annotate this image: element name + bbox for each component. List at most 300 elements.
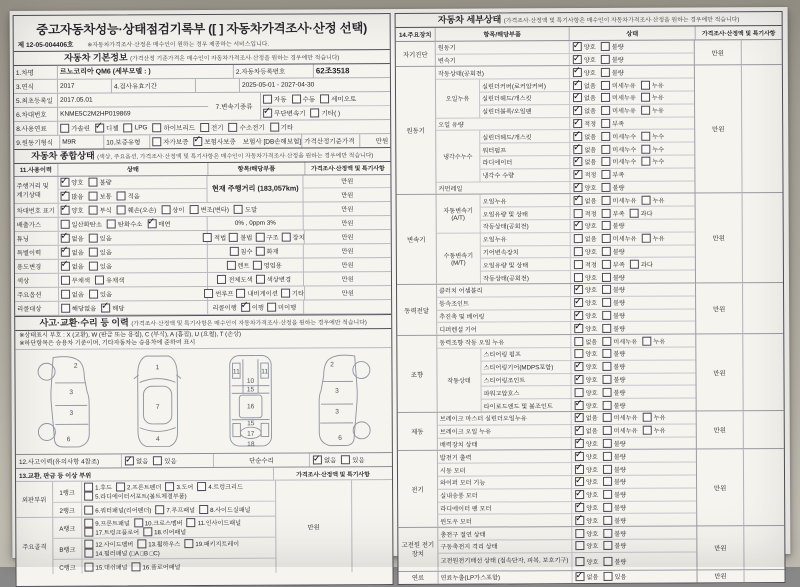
checkbox-7.루프패널[interactable] bbox=[155, 505, 164, 514]
overall-header-price: 가격조사·산정액 및 특기사항 bbox=[311, 166, 385, 173]
checkbox-적정[interactable] bbox=[573, 119, 582, 128]
checkbox-없음[interactable] bbox=[574, 337, 583, 346]
checkbox-양호[interactable] bbox=[575, 465, 584, 474]
option-불량 bbox=[602, 285, 625, 294]
checkbox-3.도어[interactable] bbox=[165, 482, 174, 491]
inspection-form-paper bbox=[10, 7, 791, 583]
usage-state bbox=[59, 273, 208, 287]
checkbox-탄화수소[interactable] bbox=[107, 219, 116, 228]
checkbox-양호[interactable] bbox=[60, 206, 69, 215]
checkbox-양호[interactable] bbox=[575, 557, 584, 566]
checkbox-미세누유[interactable] bbox=[603, 413, 612, 422]
document-number: 제 12-05-004406호 bbox=[17, 41, 74, 49]
option-양호 bbox=[575, 439, 598, 448]
checkbox-누유[interactable] bbox=[641, 106, 650, 115]
checkbox-양호[interactable] bbox=[573, 183, 582, 192]
option-label: 해당 bbox=[112, 305, 125, 313]
checkbox-없음[interactable] bbox=[573, 145, 582, 154]
option-label: 없음 bbox=[71, 249, 84, 257]
detail-row-스티어링 펌프 bbox=[481, 347, 695, 361]
checkbox-불량[interactable] bbox=[601, 42, 610, 51]
checkbox-디젤[interactable] bbox=[95, 123, 104, 132]
checkbox-누유[interactable] bbox=[641, 93, 650, 102]
option-과다 bbox=[630, 260, 653, 269]
detail-item-state bbox=[570, 168, 694, 180]
checkbox-자가보증[interactable] bbox=[152, 137, 161, 146]
checkbox-8.사이드실패널[interactable] bbox=[199, 505, 208, 514]
checkbox-10.크로스멤버[interactable] bbox=[134, 518, 143, 527]
detail-item-label: 작동상태(공회전) bbox=[481, 220, 571, 232]
usage-item bbox=[208, 258, 305, 272]
option-label: 영업용 bbox=[263, 262, 282, 270]
checkbox-미세누수[interactable] bbox=[601, 157, 610, 166]
detail-item-label: 스티어링 펌프 bbox=[481, 348, 571, 360]
checkbox-불량[interactable] bbox=[603, 557, 612, 566]
option-미세누수 bbox=[601, 144, 636, 153]
checkbox-13.휠하우스[interactable] bbox=[137, 539, 146, 548]
option-label: 훼손(오손) bbox=[127, 207, 157, 215]
checkbox-누수[interactable] bbox=[641, 132, 650, 141]
svg-text:3: 3 bbox=[334, 387, 339, 395]
checkbox-불량[interactable] bbox=[602, 375, 611, 384]
transmission-options-line2 bbox=[261, 106, 390, 120]
detail-price-blank bbox=[741, 40, 782, 65]
checkbox-불량[interactable] bbox=[602, 273, 611, 282]
checkbox-5.라디에이터서포트(볼트체결부품)[interactable] bbox=[84, 492, 93, 501]
checkbox-미세누수[interactable] bbox=[601, 145, 610, 154]
usage-state bbox=[59, 245, 208, 259]
checkbox-2.프론트펜더[interactable] bbox=[116, 483, 125, 492]
detail-group-전기 bbox=[398, 449, 784, 528]
detail-row-냉각수 수량 bbox=[480, 168, 694, 181]
checkbox-있음[interactable] bbox=[89, 233, 98, 242]
option-label: 기타 bbox=[291, 290, 305, 298]
checkbox-불량[interactable] bbox=[601, 68, 610, 77]
option-훼손(오손) bbox=[117, 205, 157, 214]
checkbox-없음[interactable] bbox=[574, 196, 583, 205]
option-미세누유 bbox=[602, 234, 637, 243]
checkbox-없음[interactable] bbox=[573, 132, 582, 141]
option-양호 bbox=[575, 388, 598, 397]
checkbox-전체도색[interactable] bbox=[217, 275, 226, 284]
checkbox-기타[interactable] bbox=[281, 288, 290, 297]
checkbox-도말[interactable] bbox=[234, 205, 243, 214]
checkbox-해당[interactable] bbox=[101, 303, 110, 312]
checkbox-미세누유[interactable] bbox=[602, 196, 611, 205]
checkbox-양호[interactable] bbox=[574, 285, 583, 294]
option-불량 bbox=[603, 503, 626, 512]
option-19.패키지트레이 bbox=[184, 539, 239, 548]
checkbox-영업용[interactable] bbox=[253, 261, 262, 270]
checkbox-1.후드[interactable] bbox=[84, 483, 93, 492]
option-없음 bbox=[573, 106, 596, 115]
checkbox-누유[interactable] bbox=[643, 413, 652, 422]
checkbox-16.플로어패널[interactable] bbox=[131, 562, 140, 571]
option-label: 없음 bbox=[71, 291, 84, 299]
checkbox-있음[interactable] bbox=[341, 455, 350, 464]
checkbox-불량[interactable] bbox=[603, 452, 612, 461]
checkbox-이행[interactable] bbox=[241, 303, 250, 312]
option-label: 불량 bbox=[613, 453, 626, 461]
option-불법 bbox=[229, 233, 252, 242]
checkbox-6.쿼터패널(리어펜더)[interactable] bbox=[84, 505, 93, 514]
option-label: 불량 bbox=[614, 543, 627, 551]
checkbox-없음[interactable] bbox=[576, 572, 585, 581]
checkbox-미세누수[interactable] bbox=[601, 132, 610, 141]
checkbox-양호[interactable] bbox=[575, 439, 584, 448]
option-label: 없음 bbox=[585, 415, 598, 423]
option-있음 bbox=[89, 233, 112, 242]
checkbox-18.리어패널[interactable] bbox=[143, 527, 152, 536]
rank-label: B랭크 bbox=[53, 539, 82, 559]
detail-item-label: 동력조향 작동 오일 누유 bbox=[437, 335, 571, 347]
option-양호 bbox=[574, 362, 597, 371]
checkbox-불량[interactable] bbox=[603, 541, 612, 550]
option-label: 보통 bbox=[99, 193, 112, 201]
detail-price-blank bbox=[743, 411, 784, 449]
checkbox-렌트[interactable] bbox=[226, 261, 235, 270]
svg-text:2: 2 bbox=[329, 361, 334, 369]
checkbox-불량[interactable] bbox=[602, 285, 611, 294]
checkbox-미세누유[interactable] bbox=[602, 234, 611, 243]
checkbox-색상변경[interactable] bbox=[256, 274, 265, 283]
option-label: 미세누유 bbox=[611, 82, 636, 90]
checkbox-없음[interactable] bbox=[61, 248, 70, 257]
detail-item-state bbox=[571, 322, 695, 334]
option-침수 bbox=[229, 247, 252, 256]
checkbox-보통[interactable] bbox=[88, 191, 97, 200]
option-내비게이션 bbox=[236, 288, 277, 297]
rank-items bbox=[82, 481, 275, 502]
checkbox-양호[interactable] bbox=[574, 311, 583, 320]
checkbox-부족[interactable] bbox=[602, 260, 611, 269]
checkbox-누수[interactable] bbox=[641, 157, 650, 166]
checkbox-구조[interactable] bbox=[255, 232, 264, 241]
checkbox-누유[interactable] bbox=[641, 80, 650, 89]
option-label: 있음 bbox=[352, 457, 365, 465]
checkbox-없음[interactable] bbox=[313, 456, 322, 465]
checkbox-불량[interactable] bbox=[603, 528, 612, 537]
option-label: 화재 bbox=[266, 248, 279, 256]
option-label: 불량 bbox=[613, 364, 626, 372]
checkbox-누유[interactable] bbox=[643, 426, 652, 435]
option-label: 전체도색 bbox=[228, 276, 253, 284]
checkbox-누수[interactable] bbox=[641, 144, 650, 153]
checkbox-불량[interactable] bbox=[603, 516, 612, 525]
checkbox-가솔린[interactable] bbox=[60, 124, 69, 133]
detail-row-실린더헤드/개스킷 bbox=[480, 92, 694, 106]
usage-state bbox=[59, 287, 208, 301]
checkbox-양호[interactable] bbox=[575, 401, 584, 410]
fuel-options bbox=[58, 120, 390, 135]
detail-item-label: 추진축 및 베어링 bbox=[437, 310, 571, 322]
checkbox-부족[interactable] bbox=[601, 119, 610, 128]
detail-row-커먼레일 bbox=[436, 181, 694, 194]
option-불량 bbox=[603, 528, 626, 537]
checkbox-미이행[interactable] bbox=[267, 302, 276, 311]
option-누유 bbox=[641, 93, 664, 102]
checkbox-양호[interactable] bbox=[573, 42, 582, 51]
checkbox-없음[interactable] bbox=[575, 426, 584, 435]
checkbox-없음[interactable] bbox=[60, 234, 69, 243]
checkbox-양호[interactable] bbox=[574, 298, 583, 307]
rank-label: 2랭크 bbox=[53, 503, 82, 517]
checkbox-불량[interactable] bbox=[602, 311, 611, 320]
option-label: 양호 bbox=[585, 440, 598, 449]
panel-rank-row-C랭크 bbox=[53, 559, 275, 574]
usage-label: 특별이력 bbox=[15, 246, 59, 259]
option-label: 5.라디에이터서포트(볼트체결부품) bbox=[95, 493, 187, 501]
checkbox-9.프론트패널[interactable] bbox=[84, 519, 93, 528]
option-2.프론트펜더 bbox=[116, 482, 162, 491]
option-보통 bbox=[88, 191, 111, 200]
checkbox-과다[interactable] bbox=[630, 260, 639, 269]
option-label: 불량 bbox=[612, 274, 625, 282]
option-양호 bbox=[575, 477, 598, 486]
checkbox-양호[interactable] bbox=[575, 529, 584, 538]
checkbox-불량[interactable] bbox=[603, 400, 612, 409]
current-mileage: 현재 주행거리 (183,057km) bbox=[207, 175, 304, 202]
checkbox-무채색[interactable] bbox=[61, 276, 70, 285]
warranty-insurer: 보험사 [DB손해보험] bbox=[242, 138, 302, 146]
checkbox-불량[interactable] bbox=[603, 464, 612, 473]
usage-item bbox=[208, 244, 305, 258]
option-label: 미세누수 bbox=[612, 133, 637, 141]
checkbox-적정[interactable] bbox=[574, 260, 583, 269]
checkbox-훼손(오손)[interactable] bbox=[117, 205, 126, 214]
checkbox-양호[interactable] bbox=[60, 178, 69, 187]
detail-item-label: 연료누출(LP가스포함) bbox=[439, 571, 573, 583]
option-label: 누유 bbox=[651, 95, 664, 103]
checkbox-불량[interactable] bbox=[602, 362, 611, 371]
detail-item-state bbox=[572, 463, 696, 475]
checkbox-11.인사이드패널[interactable] bbox=[187, 518, 196, 527]
checkbox-LPG[interactable] bbox=[124, 123, 133, 132]
checkbox-일산화탄소[interactable] bbox=[60, 220, 69, 229]
checkbox-양호[interactable] bbox=[575, 503, 584, 512]
checkbox-화재[interactable] bbox=[256, 246, 265, 255]
checkbox-양호[interactable] bbox=[574, 221, 583, 230]
checkbox-과다[interactable] bbox=[630, 208, 639, 217]
checkbox-없음[interactable] bbox=[575, 413, 584, 422]
panel-group-label: 주요골격 bbox=[16, 518, 53, 574]
checkbox-세미오토[interactable] bbox=[320, 94, 329, 103]
checkbox-불량[interactable] bbox=[602, 298, 611, 307]
checkbox-불량[interactable] bbox=[601, 183, 610, 192]
checkbox-전기[interactable] bbox=[200, 123, 209, 132]
checkbox-불량[interactable] bbox=[602, 221, 611, 230]
checkbox-양호[interactable] bbox=[574, 324, 583, 333]
checkbox-미세누유[interactable] bbox=[601, 106, 610, 115]
checkbox-해당없음[interactable] bbox=[61, 304, 70, 313]
rank-label: C랭크 bbox=[53, 560, 82, 574]
detail-item-state bbox=[570, 104, 694, 116]
checkbox-적정[interactable] bbox=[573, 170, 582, 179]
option-label: 자동 bbox=[274, 96, 287, 104]
option-8.사이드실패널 bbox=[199, 504, 250, 513]
checkbox-내비게이션[interactable] bbox=[236, 289, 245, 298]
checkbox-불량[interactable] bbox=[602, 247, 611, 256]
checkbox-양호[interactable] bbox=[574, 273, 583, 282]
field-label-fuel: 8.사용연료 bbox=[14, 122, 58, 135]
checkbox-양호[interactable] bbox=[574, 362, 583, 371]
checkbox-미세누유[interactable] bbox=[601, 93, 610, 102]
checkbox-적정[interactable] bbox=[574, 209, 583, 218]
checkbox-양호[interactable] bbox=[575, 388, 584, 397]
detail-item-state bbox=[572, 552, 696, 570]
checkbox-양호[interactable] bbox=[574, 247, 583, 256]
checkbox-17.트렁크플로어[interactable] bbox=[84, 528, 93, 537]
option-label: 누수 bbox=[652, 146, 665, 154]
checkbox-양호[interactable] bbox=[574, 375, 583, 384]
detail-item-label: 등속조인트 bbox=[437, 297, 571, 309]
checkbox-부족[interactable] bbox=[601, 170, 610, 179]
checkbox-양호[interactable] bbox=[575, 541, 584, 550]
checkbox-4.트렁크리드[interactable] bbox=[197, 482, 206, 491]
option-매연 bbox=[147, 219, 170, 228]
checkbox-14.필러패널 (□A □B □C)[interactable] bbox=[84, 549, 93, 558]
detail-row-연료누출(LP가스포함) bbox=[439, 570, 697, 583]
option-없음 bbox=[61, 289, 84, 298]
option-label: 양호 bbox=[584, 223, 597, 231]
checkbox-기타[interactable] bbox=[270, 123, 279, 132]
option-하이브리드 bbox=[153, 123, 195, 132]
option-양호 bbox=[573, 55, 596, 64]
checkbox-불량[interactable] bbox=[603, 477, 612, 486]
checkbox-미세누유[interactable] bbox=[603, 426, 612, 435]
checkbox-불량[interactable] bbox=[603, 439, 612, 448]
checkbox-불량[interactable] bbox=[601, 55, 610, 64]
option-label: 양호 bbox=[585, 287, 598, 295]
option-label: 이행 bbox=[251, 304, 264, 312]
option-일산화탄소 bbox=[60, 219, 101, 228]
field-label-engine: 9.원동기형식 bbox=[14, 136, 60, 149]
checkbox-부식[interactable] bbox=[89, 205, 98, 214]
checkbox-썬루프[interactable] bbox=[204, 289, 213, 298]
checkbox-무단변속기[interactable] bbox=[263, 109, 272, 118]
checkbox-하이브리드[interactable] bbox=[153, 123, 162, 132]
checkbox-장치[interactable] bbox=[282, 232, 291, 241]
checkbox-없음[interactable] bbox=[573, 157, 582, 166]
checkbox-양호[interactable] bbox=[575, 490, 584, 499]
checkbox-없음[interactable] bbox=[573, 81, 582, 90]
option-적정 bbox=[573, 119, 596, 128]
option-누유 bbox=[643, 426, 666, 435]
checkbox-보험사보증[interactable] bbox=[193, 137, 202, 146]
overall-header-usage: 11.사용이력 bbox=[14, 164, 58, 176]
checkbox-있음[interactable] bbox=[89, 289, 98, 298]
checkbox-있음[interactable] bbox=[603, 572, 612, 581]
option-label: 부족 bbox=[612, 120, 625, 128]
panel-group-주요골격 bbox=[16, 517, 275, 574]
checkbox-불량[interactable] bbox=[603, 388, 612, 397]
option-label: 썬루프 bbox=[215, 290, 234, 298]
option-양호 bbox=[574, 349, 597, 358]
checkbox-적법[interactable] bbox=[203, 233, 212, 242]
option-label: 부족 bbox=[612, 261, 625, 269]
detail-subgroup-label: 냉각수누수 bbox=[436, 131, 480, 181]
usage-state bbox=[58, 217, 207, 231]
detail-row-실린더커버(로커암커버) bbox=[480, 79, 694, 93]
checkbox-유채색[interactable] bbox=[95, 275, 104, 284]
option-5.라디에이터서포트(볼트체결부품) bbox=[84, 491, 187, 501]
option-양호 bbox=[575, 541, 598, 550]
checkbox-불량[interactable] bbox=[88, 178, 97, 187]
checkbox-기타( )[interactable] bbox=[310, 108, 319, 117]
option-label: 없음 bbox=[585, 428, 598, 436]
option-label: 기타( ) bbox=[321, 110, 341, 118]
option-label: 불량 bbox=[613, 402, 626, 410]
checkbox-상이[interactable] bbox=[161, 205, 170, 214]
checkbox-누유[interactable] bbox=[642, 234, 651, 243]
option-없음 bbox=[576, 572, 599, 581]
detail-item-state bbox=[570, 181, 694, 193]
checkbox-자동[interactable] bbox=[263, 95, 272, 104]
checkbox-없음[interactable] bbox=[574, 234, 583, 243]
svg-text:11: 11 bbox=[232, 368, 240, 376]
option-label: 미세누유 bbox=[612, 108, 637, 116]
option-있음 bbox=[153, 456, 176, 465]
checkbox-없음[interactable] bbox=[61, 290, 70, 299]
checkbox-미세누유[interactable] bbox=[602, 337, 611, 346]
checkbox-변조(변타)[interactable] bbox=[189, 205, 198, 214]
checkbox-없음[interactable] bbox=[125, 457, 134, 466]
checkbox-15.대쉬패널[interactable] bbox=[84, 562, 93, 571]
checkbox-있음[interactable] bbox=[89, 261, 98, 270]
checkbox-양호[interactable] bbox=[573, 68, 582, 77]
checkbox-없음[interactable] bbox=[573, 94, 582, 103]
checkbox-불량[interactable] bbox=[602, 349, 611, 358]
panel-rank-row-1랭크 bbox=[53, 481, 275, 503]
checkbox-없음[interactable] bbox=[61, 262, 70, 271]
checkbox-양호[interactable] bbox=[573, 55, 582, 64]
checkbox-불량[interactable] bbox=[603, 490, 612, 499]
checkbox-많음[interactable] bbox=[60, 192, 69, 201]
field-label-vin: 6.차대번호 bbox=[14, 108, 58, 121]
option-15.대쉬패널 bbox=[84, 562, 127, 571]
checkbox-누유[interactable] bbox=[642, 336, 651, 345]
checkbox-있음[interactable] bbox=[153, 456, 162, 465]
checkbox-수소전기[interactable] bbox=[229, 123, 238, 132]
checkbox-미세누유[interactable] bbox=[601, 81, 610, 90]
checkbox-있음[interactable] bbox=[89, 247, 98, 256]
option-누유 bbox=[643, 413, 666, 422]
option-6.쿼터패널(리어펜더) bbox=[84, 505, 151, 514]
option-label: 불량 bbox=[613, 466, 626, 474]
checkbox-불법[interactable] bbox=[229, 233, 238, 242]
option-label: 불량 bbox=[614, 530, 627, 538]
option-label: 해당없음 bbox=[71, 305, 97, 313]
field-value-regno: 62조3518 bbox=[315, 66, 350, 76]
checkbox-수동[interactable] bbox=[292, 94, 301, 103]
checkbox-부족[interactable] bbox=[602, 209, 611, 218]
checkbox-적음[interactable] bbox=[117, 191, 126, 200]
checkbox-불량[interactable] bbox=[602, 324, 611, 333]
checkbox-19.패키지트레이[interactable] bbox=[184, 539, 193, 548]
checkbox-12.사이드멤버[interactable] bbox=[84, 540, 93, 549]
option-썬루프 bbox=[204, 289, 233, 298]
detail-price-blank bbox=[741, 65, 783, 192]
checkbox-누유[interactable] bbox=[641, 196, 650, 205]
checkbox-양호[interactable] bbox=[575, 516, 584, 525]
checkbox-양호[interactable] bbox=[575, 477, 584, 486]
checkbox-양호[interactable] bbox=[575, 452, 584, 461]
checkbox-침수[interactable] bbox=[229, 247, 238, 256]
checkbox-양호[interactable] bbox=[574, 349, 583, 358]
checkbox-매연[interactable] bbox=[147, 219, 156, 228]
checkbox-없음[interactable] bbox=[573, 106, 582, 115]
checkbox-불량[interactable] bbox=[603, 503, 612, 512]
